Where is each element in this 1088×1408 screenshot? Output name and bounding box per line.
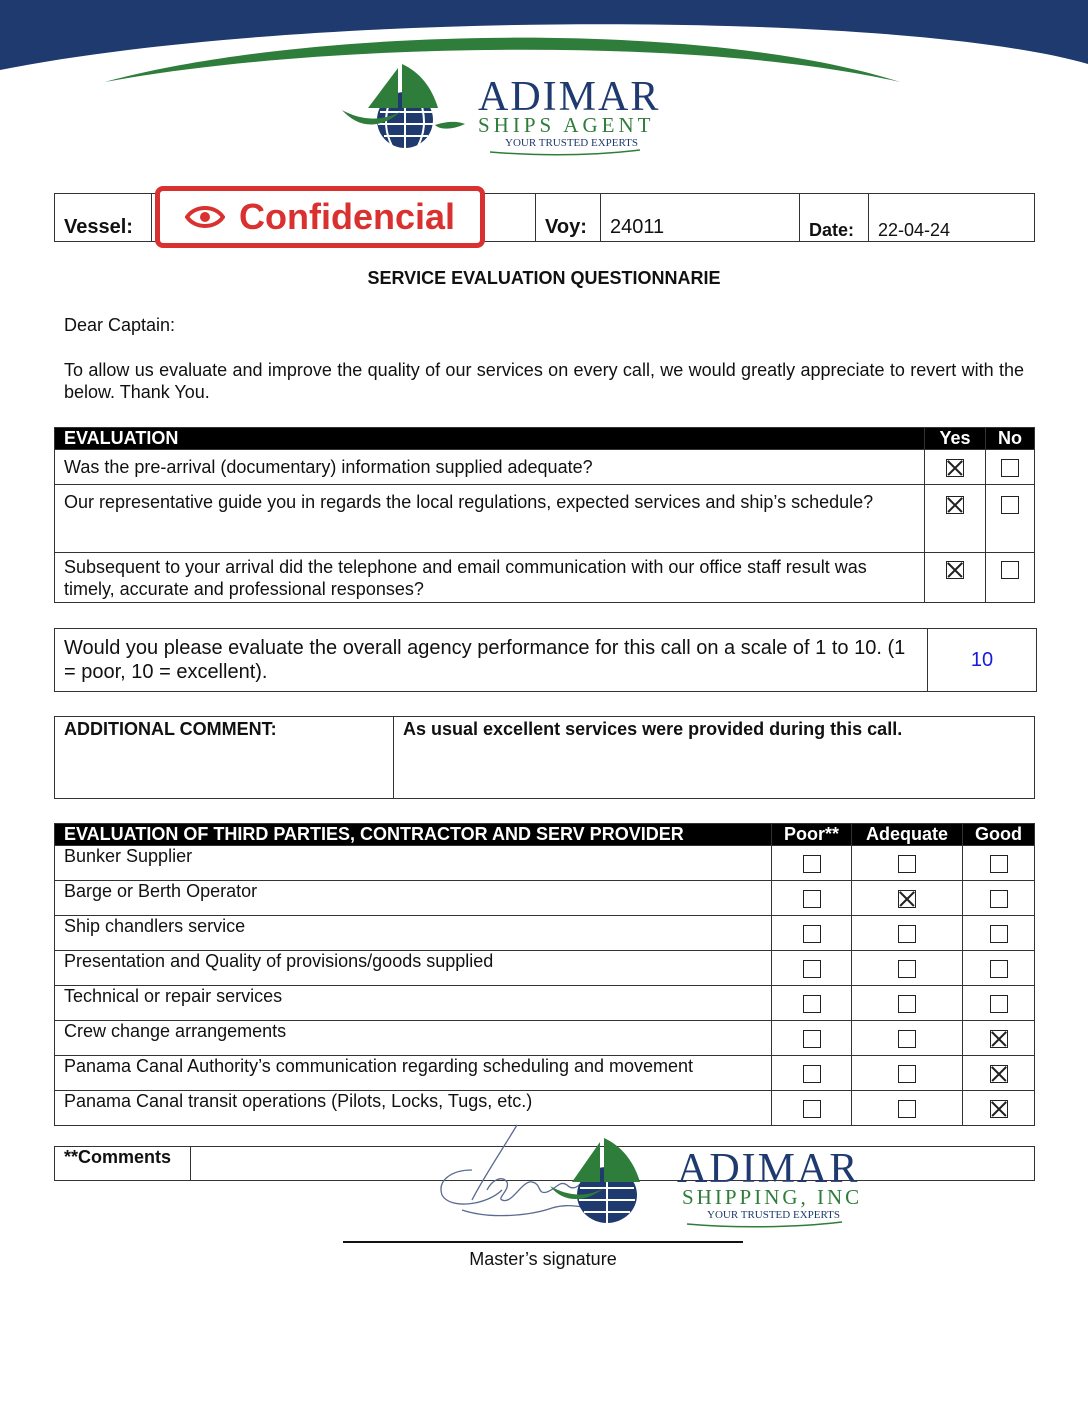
third-party-row <box>55 1056 1035 1091</box>
evaluation-header: EVALUATION <box>55 428 925 450</box>
third-party-label: Crew change arrangements <box>55 1021 772 1056</box>
vessel-value: Confidencial <box>238 196 456 237</box>
poor-checkbox[interactable] <box>803 960 821 978</box>
adequate-checkbox[interactable] <box>898 960 916 978</box>
third-party-label: Panama Canal Authority’s communication regarding scheduling and movement <box>55 1056 772 1091</box>
rating-table <box>54 628 1037 692</box>
adequate-checkbox[interactable] <box>898 925 916 943</box>
third-party-row <box>55 916 1035 951</box>
rating-question: Would you please evaluate the overall agency performance for this call on a scale of 1 to 10. (1 = poor, 10 = excellent). <box>55 629 928 692</box>
poor-checkbox[interactable] <box>803 890 821 908</box>
stamp-subtitle: SHIPPING, INC <box>682 1185 863 1209</box>
evaluation-question: Was the pre-arrival (documentary) information supplied adequate? <box>55 450 925 485</box>
evaluation-row <box>55 553 1035 603</box>
yes-checkbox[interactable] <box>946 496 964 514</box>
stamp-tagline: YOUR TRUSTED EXPERTS <box>707 1209 840 1221</box>
poor-checkbox[interactable] <box>803 855 821 873</box>
third-party-label: Panama Canal transit operations (Pilots, Locks, Tugs, etc.) <box>55 1091 772 1126</box>
company-stamp <box>432 1120 882 1228</box>
third-party-label: Presentation and Quality of provisions/goods supplied <box>55 951 772 986</box>
third-parties-table <box>54 823 1035 1126</box>
signature-line <box>343 1241 743 1243</box>
vessel-label: Vessel: <box>55 194 152 242</box>
poor-checkbox[interactable] <box>803 1030 821 1048</box>
third-party-row <box>55 846 1035 881</box>
good-checkbox[interactable] <box>990 925 1008 943</box>
poor-header: Poor** <box>772 824 852 846</box>
third-party-label: Bunker Supplier <box>55 846 772 881</box>
evaluation-question: Subsequent to your arrival did the telephone and email communication with our office staff result was timely, accurate and professional responses? <box>55 553 925 603</box>
adequate-header: Adequate <box>852 824 963 846</box>
intro-paragraph: To allow us evaluate and improve the quality of our services on every call, we would greatly appreciate to revert with the below. Thank You. <box>64 360 1024 402</box>
handwritten-signature <box>441 1125 592 1216</box>
good-checkbox[interactable] <box>990 1100 1008 1118</box>
good-checkbox[interactable] <box>990 855 1008 873</box>
additional-comment-label: ADDITIONAL COMMENT: <box>55 717 394 799</box>
third-party-row <box>55 986 1035 1021</box>
signature-label: Master’s signature <box>469 1249 617 1269</box>
voy-label: Voy: <box>536 194 601 242</box>
date-label: Date: <box>800 194 869 242</box>
yes-checkbox[interactable] <box>946 561 964 579</box>
date-value: 22-04-24 <box>869 194 1035 242</box>
poor-checkbox[interactable] <box>803 1100 821 1118</box>
poor-checkbox[interactable] <box>803 925 821 943</box>
adequate-checkbox[interactable] <box>898 890 916 908</box>
logo-subtitle: SHIPS AGENT <box>478 113 655 137</box>
no-checkbox[interactable] <box>1001 459 1019 477</box>
confidential-stamp <box>155 186 485 248</box>
third-party-row <box>55 1021 1035 1056</box>
adequate-checkbox[interactable] <box>898 1030 916 1048</box>
no-checkbox[interactable] <box>1001 561 1019 579</box>
third-parties-header: EVALUATION OF THIRD PARTIES, CONTRACTOR AND SERV PROVIDER <box>55 824 772 846</box>
good-checkbox[interactable] <box>990 995 1008 1013</box>
stamp-name: ADIMAR <box>677 1146 860 1192</box>
good-checkbox[interactable] <box>990 1065 1008 1083</box>
eye-icon <box>185 203 225 231</box>
evaluation-question: Our representative guide you in regards the local regulations, expected services and ship’s schedule? <box>55 485 925 553</box>
no-header: No <box>986 428 1035 450</box>
adequate-checkbox[interactable] <box>898 995 916 1013</box>
evaluation-row <box>55 450 1035 485</box>
yes-checkbox[interactable] <box>946 459 964 477</box>
yes-header: Yes <box>925 428 986 450</box>
good-checkbox[interactable] <box>990 960 1008 978</box>
third-party-label: Ship chandlers service <box>55 916 772 951</box>
document-title: SERVICE EVALUATION QUESTIONNARIE <box>367 268 721 288</box>
third-party-label: Barge or Berth Operator <box>55 881 772 916</box>
third-party-row <box>55 881 1035 916</box>
adequate-checkbox[interactable] <box>898 1100 916 1118</box>
company-logo <box>340 60 685 160</box>
adequate-checkbox[interactable] <box>898 855 916 873</box>
logo-name: ADIMAR <box>478 74 661 120</box>
third-party-label: Technical or repair services <box>55 986 772 1021</box>
good-checkbox[interactable] <box>990 890 1008 908</box>
rating-value[interactable]: 10 <box>928 629 1037 692</box>
logo-tagline: YOUR TRUSTED EXPERTS <box>505 137 638 149</box>
good-checkbox[interactable] <box>990 1030 1008 1048</box>
no-checkbox[interactable] <box>1001 496 1019 514</box>
adequate-checkbox[interactable] <box>898 1065 916 1083</box>
evaluation-row <box>55 485 1035 553</box>
additional-comment-text[interactable]: As usual excellent services were provided during this call. <box>394 717 1035 799</box>
greeting: Dear Captain: <box>64 315 176 335</box>
comments-label: **Comments <box>55 1147 191 1181</box>
voy-value: 24011 <box>601 194 800 242</box>
third-party-row <box>55 951 1035 986</box>
good-header: Good <box>963 824 1035 846</box>
additional-comment-table <box>54 716 1035 799</box>
evaluation-table <box>54 427 1035 603</box>
poor-checkbox[interactable] <box>803 995 821 1013</box>
poor-checkbox[interactable] <box>803 1065 821 1083</box>
